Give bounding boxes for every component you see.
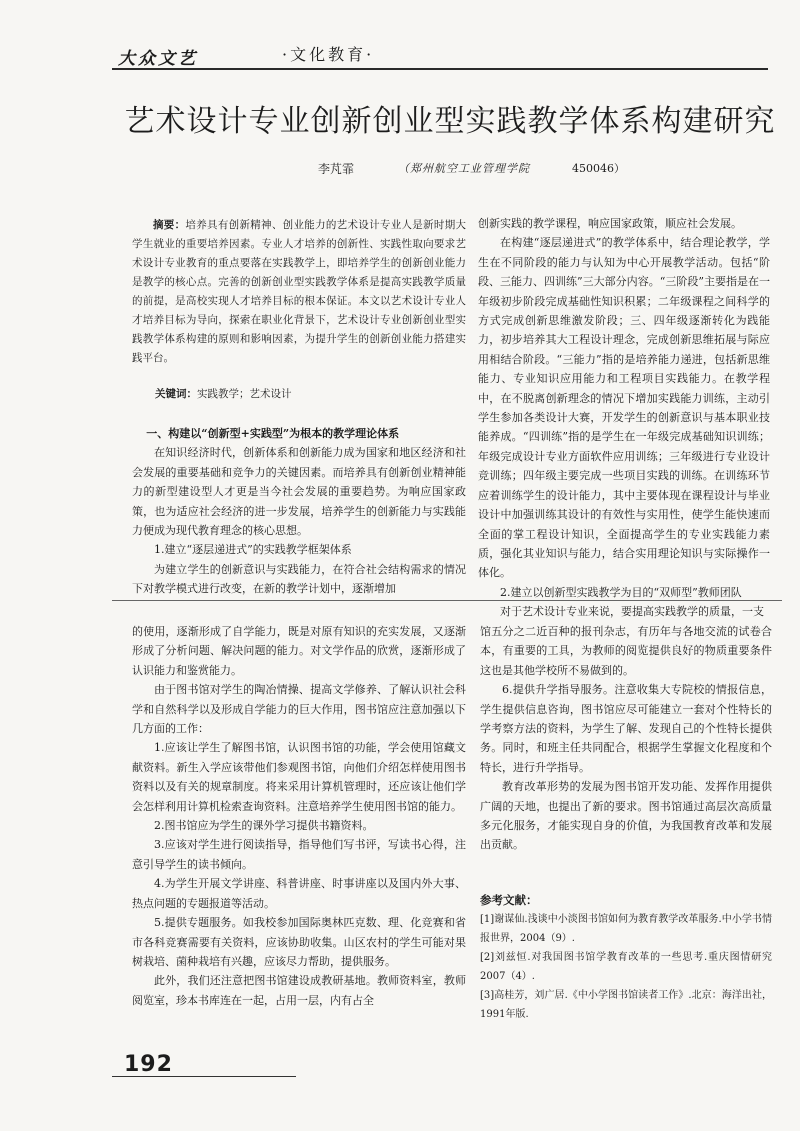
paragraph: 在构建“逐层递进式”的教学体系中，结合理论教学，学生在不同阶段的能力与认知为中心开展教学活动。包括“阶段、三能力、四训练”三大部分内容。“三阶段”主要指是在一年级初步阶段完成基础性知识积累；二年级课程之间科学的方式完成创新思维激发阶段；三、四年级逐渐转化为践能力，初步培养其大工程设计理念，完成创新思维拓展与际应用相结合阶段。“三能力”指的是培养能力递进，包括新思维能力、专业知识应用能力和工程项目实践能力。在教学程中，在不脱离创新理念的情况下增加实践能力训练，主动引学生参加各类设计大赛，开发学生的创新意识与基本职业技能养成。“四训练”指的是学生在一年级完成基础知识训练；年级完成设计专业方面软件应用训练；三年级进行专业设计竞训练；四年级主要完成一些项目实践的训练。在训练环节应着训练学生的设计能力，其中主要体现在课程设计与毕业设计中加强训练其设计的有效性与实用性，使学生能快速而全面的掌工程设计知识，全面提高学生的专业实践能力素质，强化其业知识与能力，结合实用理论知识与实际操作一体化。 bbox=[478, 236, 770, 580]
postal-code: 450046） bbox=[572, 162, 625, 175]
keywords-text: 实践教学；艺术设计 bbox=[197, 388, 292, 400]
paragraph: 由于图书馆对学生的陶冶情操、提高文学修养、了解认识社会科学和自然科学以及形成自学能力的巨大作用，图书馆应注意加强以下几方面的工作： bbox=[132, 683, 466, 736]
reference-item: [1]谢谋仙.浅谈中小淡图书馆如何为教育教学改革服务.中小学书情报世界，2004（9）. bbox=[480, 914, 772, 944]
abstract-label: 摘要： bbox=[153, 219, 186, 231]
paragraph: 6.提供升学指导服务。注意收集大专院校的情报信息，学生提供信息咨询，图书馆应尽可能建立一套对个性特长的学考察方法的资料，为学生了解、发现自己的个性特长提供务。同时，和班主任共同配合，根据学生掌握文化程度和个特长，进行升学指导。 bbox=[480, 683, 772, 774]
paragraph: 3.应该对学生进行阅读指导，指导他们写书评，写读书心得，注意引导学生的读书倾向。 bbox=[132, 838, 466, 871]
paragraph: 为建立学生的创新意识与实践能力，在符合社会结构需求的情况下对教学模式进行改变，在新的教学计划中，逐渐增加 bbox=[132, 562, 466, 596]
paragraph: 2.图书馆应为学生的课外学习提供书籍资料。 bbox=[154, 819, 374, 833]
keywords bbox=[155, 385, 465, 404]
section-heading-1: 一、构建以“创新型+实践型”为根本的教学理论体系 bbox=[146, 427, 400, 440]
paragraph: 创新实践的教学课程，响应国家政策，顺应社会发展。 bbox=[478, 217, 742, 230]
paragraph: 教育改革形势的发展为图书馆开发功能、发挥作用提供广阔的天地，也提出了新的要求。图书馆通过高层次高质量多元化服务，才能实现自身的价值，为我国教育改革和发展出贡献。 bbox=[480, 780, 772, 852]
keywords-label: 关键词： bbox=[155, 388, 197, 400]
page-number-rule bbox=[112, 1076, 296, 1077]
paragraph: 在知识经济时代，创新体系和创新能力成为国家和地区经济和社会发展的重要基础和竞争力的关键因素。而培养具有创新创业精神能力的新型建设型人才更是当今社会发展的重要趋势。为响应国家政策，也为适应社会经济的进一步发展，培养学生的创新能力与实践能力便成为现代教育理念的核心思想。 bbox=[132, 446, 466, 538]
author-affiliation: （郑州航空工业管理学院 bbox=[398, 162, 530, 175]
abstract bbox=[132, 216, 466, 368]
upper-right-column bbox=[478, 214, 770, 619]
header-rule bbox=[112, 68, 768, 70]
page-number: 192 bbox=[124, 1052, 173, 1077]
magazine-name: 大众文艺 bbox=[118, 49, 198, 69]
paragraph: 对于艺术设计专业来说，要提高实践教学的质量，一支 bbox=[500, 605, 764, 619]
section-name: ·文化教育· bbox=[282, 45, 375, 64]
article-divider bbox=[112, 600, 782, 601]
paragraph: 此外，我们还注意把图书馆建设成教研基地。教师资料室，教师阅览室，珍本书库连在一起，占用一层，内有占全 bbox=[132, 974, 466, 1007]
reference-item: [2]刘兹恒.对我国图书馆学教育改革的一些思考.重庆图情研究2007（4）. bbox=[480, 952, 772, 982]
references-title: 参考文献： bbox=[480, 893, 538, 907]
upper-left-column bbox=[132, 424, 466, 596]
author-name: 李芃霏 bbox=[318, 162, 355, 176]
article-title: 艺术设计专业创新创业型实践教学体系构建研究 bbox=[124, 104, 776, 139]
paragraph: 的使用，逐渐形成了自学能力，既是对原有知识的充实发展，又逐渐形成了分析问题、解决问题的能力。对文学作品的欣赏，逐渐形成了认识能力和鉴赏能力。 bbox=[132, 625, 466, 677]
paragraph: 5.提供专题服务。如我校参加国际奥林匹克数、理、化竞赛和省市各科竞赛需要有关资料，应该协助收集。山区农村的学生可能对果树栽培、菌种栽培有兴趣，应该尽力帮助，提供服务。 bbox=[132, 916, 466, 968]
paragraph: 1.应该让学生了解图书馆，认识图书馆的功能，学会使用馆藏文献资料。新生入学应该带他们参观图书馆，向他们介绍怎样使用图书资料以及有关的规章制度。将来采用计算机管理时，还应该让他们学会怎样利用计算机检索查询资料。注意培养学生使用图书馆的能力。 bbox=[132, 741, 466, 813]
lower-right-column bbox=[480, 622, 772, 852]
reference-item: [3]高桂芳，刘广居.《中小学图书馆读者工作》.北京：海洋出社，1991年版. bbox=[480, 990, 772, 1020]
abstract-text: 培养具有创新精神、创业能力的艺术设计专业人是新时期大学生就业的重要培养因素。专业人才培养的创新性、实践性取向要求艺术设计专业教育的重点要落在实践教学上，即培养学生的创新创业能力是教学的核心点。完善的创新创业型实践教学体系是提高实践教学质量的前提，是高校实现人才培养目标的根本保证。本文以艺术设计专业人才培养目标为导向，探索在职业化背景下，艺术设计专业创新创业型实践教学体系构建的原则和影响因素，为提升学生的创新创业能力搭建实践平台。 bbox=[132, 219, 467, 364]
lower-left-column bbox=[132, 622, 466, 1042]
subheading-2: 2.建立以创新型实践教学为目的“双师型”教师团队 bbox=[500, 585, 742, 599]
paragraph: 4.为学生开展文学讲座、科普讲座、时事讲座以及国内外大事、热点问题的专题报道等活动。 bbox=[132, 877, 466, 910]
subheading-1: 1.建立“逐层递进式”的实践教学框架体系 bbox=[154, 543, 352, 557]
paragraph: 馆五分之二近百种的报刊杂志，有历年与各地交流的试卷合本，有重要的工具，为教师的阅览提供良好的物质重要条件这也是其他学校所不易做到的。 bbox=[480, 625, 772, 677]
references-list bbox=[480, 910, 772, 1024]
